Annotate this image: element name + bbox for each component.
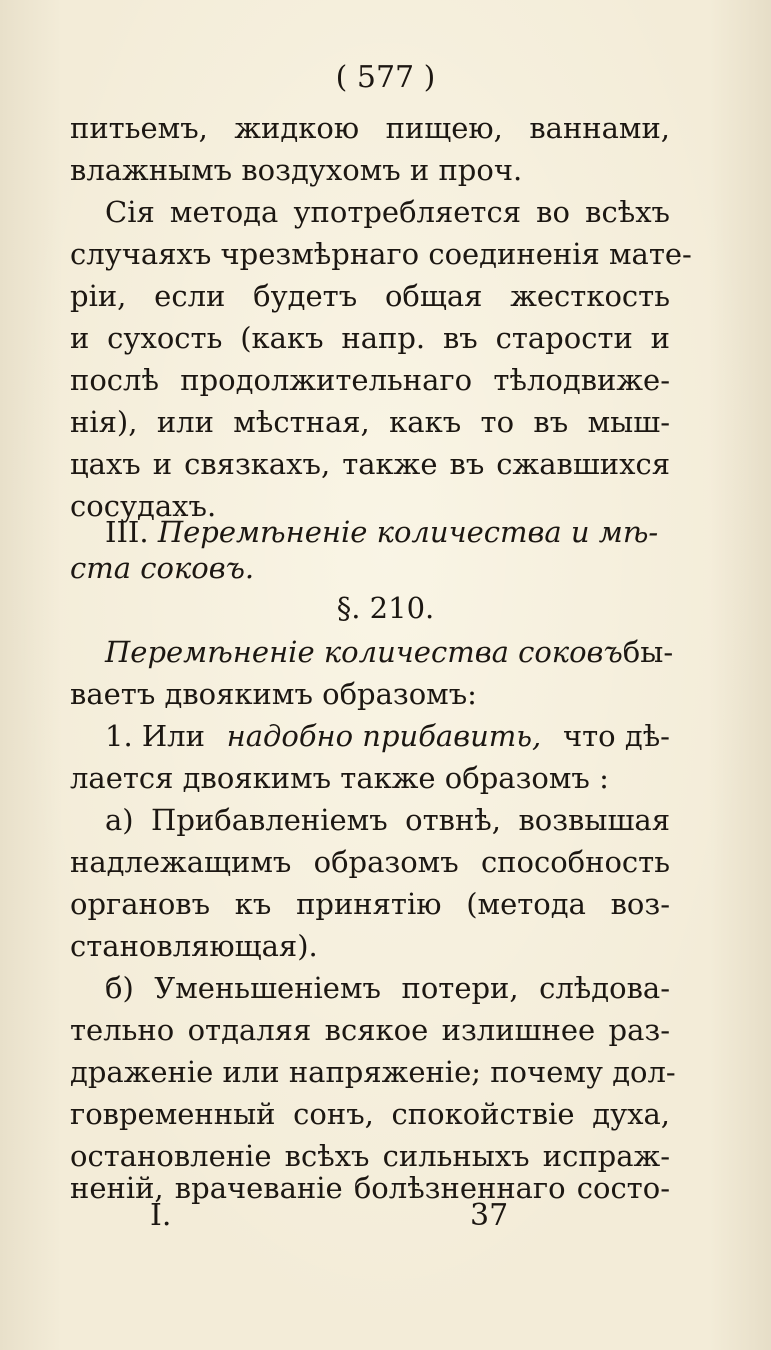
section-number: III. [105,515,149,549]
signature-number: 37 [470,1198,509,1233]
item-a-line-2: надлежащимъ образомъ способность [70,845,670,879]
item-b-line-5: остановленіе всѣхъ сильныхъ испраж- [70,1139,670,1173]
text-line-5: ріи, если будетъ общая жесткость [70,279,670,313]
text-line-4: случаяхъ чрезмѣрнаго соединенія мате- [70,237,692,271]
item-a-line-3: органовъ къ принятію (метода воз- [70,887,670,921]
text-line-6: и сухость (какъ напр. въ старости и [70,321,670,355]
page-number-header: ( 577 ) [335,60,436,95]
text-line-9: цахъ и связкахъ, также въ сжавшихся [70,447,670,481]
item-b-line-4: говременный сонъ, спокойствіе духа, [70,1097,670,1131]
para-intro-rest: бы- [622,635,674,669]
section-heading-line-1 [105,512,670,552]
section-heading-line-2: ста соковъ. [70,551,255,585]
text-line-1: питьемъ, жидкою пищею, ваннами, [70,111,670,145]
para-intro-line-1 [105,632,674,672]
item1-rest: что дѣ- [562,719,670,753]
text-line-2: влажнымъ воздухомъ и проч. [70,153,523,187]
item1-italic: надобно прибавить, [226,719,542,753]
item-b-line-3: драженіе или напряженіе; почему дол- [70,1055,676,1089]
item1-line-1 [105,716,670,756]
text-line-10: сосудахъ. [70,489,217,523]
item-b-line-6: неній, врачеваніе болѣзненнаго состо- [70,1171,670,1205]
item1-line-2: лается двоякимъ также образомъ : [70,761,609,795]
text-line-8: нія), или мѣстная, какъ то въ мыш- [70,405,670,439]
paragraph-mark: §. 210. [336,591,435,625]
para-intro-italic: Перемѣненіе количества соковъ [105,635,623,669]
item-b-line-1: б) Уменьшеніемъ потери, слѣдова- [105,971,670,1005]
text-line-7: послѣ продолжительнаго тѣлодвиже- [70,363,670,397]
para-intro-line-2: ваетъ двоякимъ образомъ: [70,677,477,711]
section-title-part1: Перемѣненіе количества и мѣ- [157,515,659,549]
text-line-3: Сія метода употребляется во всѣхъ [105,195,670,229]
item-a-line-4: становляющая). [70,929,318,963]
signature-mark: I. [150,1198,172,1233]
item-b-line-2: тельно отдаляя всякое излишнее раз- [70,1013,670,1047]
item-a-line-1: а) Прибавленіемъ отвнѣ, возвышая [105,803,670,837]
item1-prefix: 1. Или [105,719,205,753]
